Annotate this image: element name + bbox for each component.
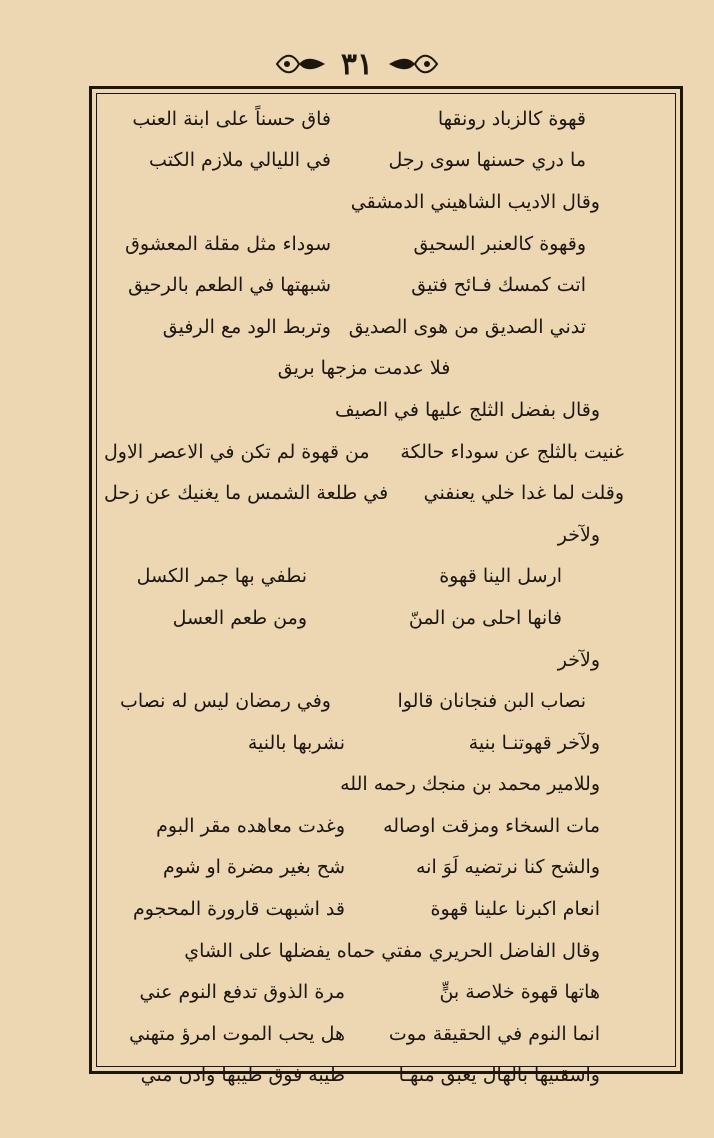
verse-line xyxy=(104,680,624,722)
verse-first-hemistich: تدني الصديق من هوى الصديق xyxy=(348,315,586,338)
verse-second-hemistich: فاق حسناً على ابنة العنب xyxy=(132,107,331,130)
attribution-heading: وقال الاديب الشاهيني الدمشقي xyxy=(350,190,600,213)
verse-first-hemistich: قهوة كالزباد رونقها xyxy=(437,107,586,130)
verse-second-hemistich: شبهتها في الطعم بالرحيق xyxy=(128,274,331,297)
verse-second-hemistich: من قهوة لم تكن في الاعصر الاول xyxy=(104,440,370,463)
verse-second-hemistich: نشربها بالنية xyxy=(247,731,345,754)
page-header xyxy=(0,44,714,84)
verse-first-hemistich: هاتها قهوة خلاصة بنٍّ xyxy=(439,981,600,1004)
verse-second-hemistich: وغدت معاهده مقر البوم xyxy=(156,814,345,837)
verse-line xyxy=(104,1055,624,1097)
ornament-right-icon xyxy=(387,51,439,77)
verse-line xyxy=(104,888,624,930)
verse-line xyxy=(104,306,624,348)
ornament-left-icon xyxy=(275,51,327,77)
attribution-heading: وقال بفضل الثلج عليها في الصيف xyxy=(335,398,600,421)
verse-line xyxy=(104,971,624,1013)
verse-line xyxy=(104,1013,624,1055)
verse-line xyxy=(104,597,624,639)
verse-line xyxy=(104,98,624,140)
verse-first-hemistich: نصاب البن فنجانان قالوا xyxy=(397,690,586,713)
verse-second-hemistich: قد اشبهت قارورة المحجوم xyxy=(132,898,345,921)
verse-second-hemistich: في طلعة الشمس ما يغنيك عن زحل xyxy=(104,482,389,505)
verse-first-hemistich: والشح كنا نرتضيه لَوَ انه xyxy=(416,856,600,879)
verse-first-hemistich: ارسل الينا قهوة xyxy=(439,565,562,588)
verse-second-hemistich: ومن طعم العسل xyxy=(172,606,307,629)
attribution-heading: وقال الفاضل الحريري مفتي حماه يفضلها على الشاي xyxy=(184,939,600,962)
verse-line xyxy=(104,722,624,764)
verse-first-hemistich: انعام اكبرنا علينا قهوة xyxy=(430,898,600,921)
verse-second-hemistich: شح بغير مضرة او شوم xyxy=(162,856,345,879)
verse-line xyxy=(104,140,624,182)
verse-first-hemistich: واسقنيها بالهال يعبق منهـا xyxy=(398,1064,600,1087)
verse-first-hemistich: وقهوة كالعنبر السحيق xyxy=(413,232,586,255)
verse-first-hemistich: وقلت لما غدا خلي يعنفني xyxy=(423,482,624,505)
verse-second-hemistich: هل يحب الموت امرؤ متهني xyxy=(129,1022,345,1045)
verse-first-hemistich: غنيت بالثلج عن سوداء حالكة xyxy=(400,440,624,463)
verse-first-hemistich: مات السخاء ومزقت اوصاله xyxy=(383,814,600,837)
verse-line xyxy=(104,264,624,306)
verse-first-hemistich: فانها احلى من المنّ xyxy=(408,606,562,629)
verse-first-hemistich: ولآخر قهوتنـا بنية xyxy=(468,731,600,754)
verse-second-hemistich: وتربط الود مع الرفيق xyxy=(162,315,331,338)
verse-line xyxy=(104,847,624,889)
verse-second-hemistich: مرة الذوق تدفع النوم عني xyxy=(139,981,345,1004)
attribution-heading: وللامير محمد بن منجك رحمه الله xyxy=(340,773,600,796)
verse-first-hemistich: اتت كمسك فـائح فتيق xyxy=(411,274,586,297)
verse-first-hemistich: ما دري حسنها سوى رجل xyxy=(388,149,586,172)
verse-line xyxy=(104,223,624,265)
verse-first-hemistich: انما النوم في الحقيقة موت xyxy=(388,1022,600,1045)
page-number: ٣١ xyxy=(340,46,374,82)
verse-second-hemistich: في الليالي ملازم الكتب xyxy=(149,149,331,172)
verse-second-hemistich: نطفي بها جمر الكسل xyxy=(136,565,307,588)
verse-line xyxy=(104,431,624,473)
verse-line xyxy=(104,805,624,847)
verse-line xyxy=(104,556,624,598)
attribution-heading: ولآخر xyxy=(557,523,600,546)
verse-line xyxy=(104,472,624,514)
attribution-heading: ولآخر xyxy=(557,648,600,671)
verse-second-hemistich: سوداء مثل مقلة المعشوق xyxy=(125,232,331,255)
poem-text-body xyxy=(104,98,624,1096)
verse-second-hemistich: طيبه فوق طيبها وادن مني xyxy=(140,1064,345,1087)
verse-second-hemistich: وفي رمضان ليس له نصاب xyxy=(120,690,331,713)
centered-verse-line: فلا عدمت مزجها بريق xyxy=(277,357,451,380)
